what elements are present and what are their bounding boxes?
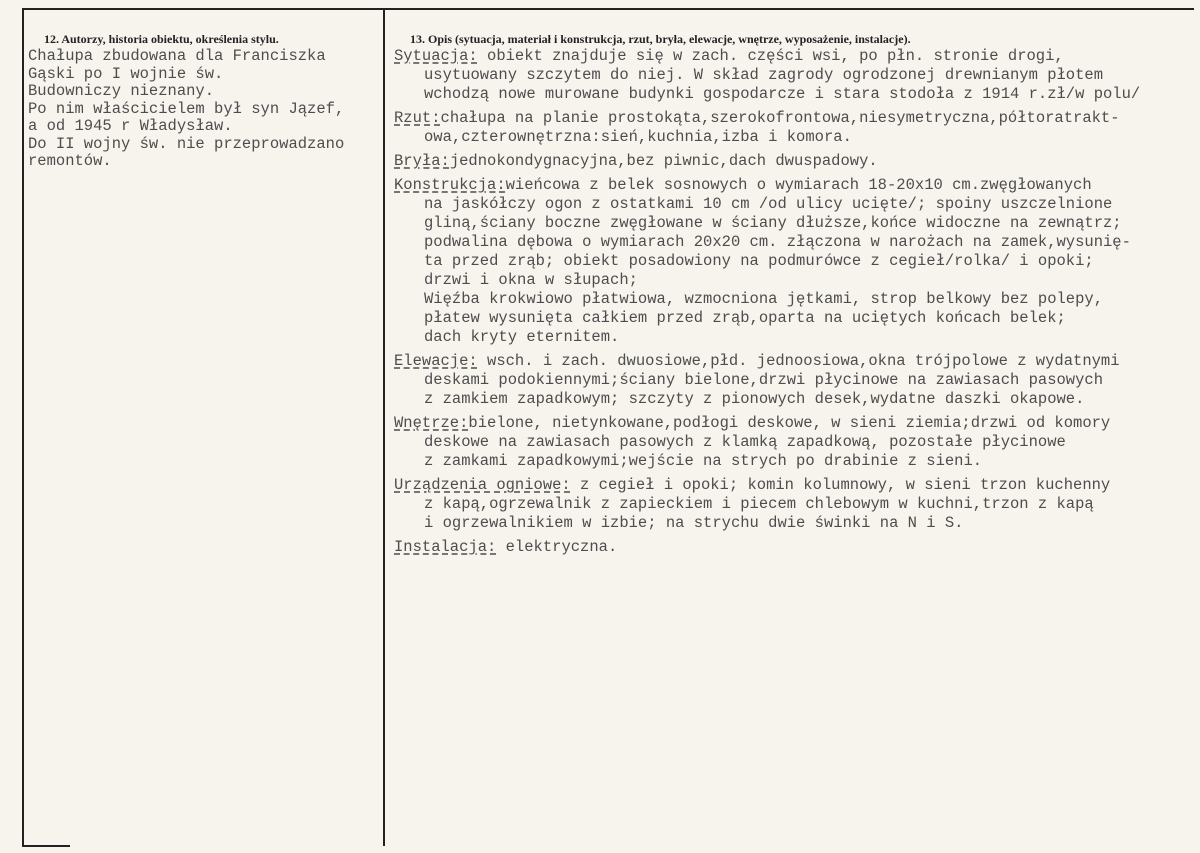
description-section (394, 352, 1194, 409)
section-text: obiekt znajduje się w zach. części wsi, po płn. stronie drogi, (477, 47, 1064, 65)
description-line (394, 109, 1194, 128)
description-line: deskowe na zawiasach pasowych z klamką zapadkową, pozostałe płycinowe (424, 433, 1066, 451)
section-label: Elewacje: (394, 352, 478, 370)
section-text: jednokondygnacyjna,bez piwnic,dach dwuspadowy. (449, 152, 878, 170)
description-line (394, 538, 1194, 557)
section-text: wsch. i zach. dwuosiowe,płd. jednoosiowa,okna trójpolowe z wydatnymi (477, 352, 1120, 370)
section-13-heading: 13. Opis (sytuacja, materiał i konstrukcja, rzut, bryła, elewacje, wnętrze, wyposażenie, instalacje). (410, 32, 911, 46)
section-label: Bryła: (394, 152, 450, 170)
description-column (394, 47, 1194, 562)
description-line: Więźba krokwiowo płatwiowa, wzmocniona jętkami, strop belkowy bez polepy, (424, 290, 1104, 308)
description-line: usytuowany szczytem do niej. W skład zagrody ogrodzonej drewnianym płotem (424, 66, 1104, 84)
description-line: dach kryty eternitem. (424, 328, 620, 346)
description-line: z zamkiem zapadkowym; szczyty z pionowych desek,wydatne daszki okapowe. (424, 390, 1085, 408)
section-label: Wnętrze: (394, 414, 469, 432)
description-line: i ogrzewalnikiem w izbie; na strychu dwie świnki na N i S. (424, 514, 964, 532)
history-line: Budowniczy nieznany. (28, 82, 215, 100)
description-line (394, 476, 1194, 495)
history-line: a od 1945 r Władysław. (28, 117, 233, 135)
description-line: z kapą,ogrzewalnik z zapieckiem i piecem chlebowym w kuchni,trzon z kapą (424, 495, 1094, 513)
description-section (394, 47, 1194, 104)
description-line: deskami podokiennymi;ściany bielone,drzwi płycinowe na zawiasach pasowych (424, 371, 1104, 389)
description-line: płatew wysunięta całkiem przed zrąb,oparta na uciętych końcach belek; (424, 309, 1066, 327)
section-label: Sytuacja: (394, 47, 478, 65)
history-line: Chałupa zbudowana dla Franciszka (28, 47, 326, 65)
card-top-border (22, 8, 1194, 10)
history-line: Do II wojny św. nie przeprowadzano (28, 134, 345, 153)
section-12-heading: 12. Autorzy, historia obiektu, określenia stylu. (44, 32, 279, 46)
history-line: Po nim właścicielem był syn Jązef, (28, 99, 345, 118)
description-line: ta przed zrąb; obiekt posadowiony na podmurówce z cegieł/rolka/ i opoki; (424, 252, 1094, 270)
history-line: Gąski po I wojnie św. (28, 64, 224, 83)
description-line (394, 414, 1194, 433)
description-section (394, 414, 1194, 471)
description-section (394, 476, 1194, 533)
section-text: chałupa na planie prostokąta,szerokofrontowa,niesymetryczna,półtoratrakt- (440, 109, 1120, 127)
section-label: Konstrukcja: (394, 176, 506, 194)
section-text: elektryczna. (496, 538, 618, 556)
section-text: z cegieł i opoki; komin kolumnowy, w sieni trzon kuchenny (570, 476, 1111, 494)
section-label: Rzut: (394, 109, 441, 127)
description-line (394, 152, 1194, 171)
history-column (28, 48, 380, 171)
description-line: na jaskółczy ogon z ostatkami 10 cm /od ulicy ucięte/; spoiny uszczelnione (424, 195, 1113, 213)
card-left-border (22, 8, 24, 846)
section-text: bielone, nietynkowane,podłogi deskowe, w sieni ziemia;drzwi od komory (468, 414, 1111, 432)
description-line: z zamkami zapadkowymi;wejście na strych po drabinie z sieni. (424, 452, 983, 470)
description-section (394, 109, 1194, 147)
description-line: podwalina dębowa o wymiarach 20x20 cm. złączona w narożach na zamek,wysunię- (424, 233, 1131, 251)
section-text: wieńcowa z belek sosnowych o wymiarach 18-20x10 cm.zwęgłowanych (505, 176, 1092, 194)
history-line: remontów. (28, 152, 112, 170)
description-section (394, 176, 1194, 347)
description-line: owa,czterownętrzna:sień,kuchnia,izba i komora. (424, 128, 852, 146)
description-line: wchodzą nowe murowane budynki gospodarcze i stara stodoła z 1914 r.zł/w polu/ (424, 85, 1141, 103)
description-line: gliną,ściany boczne zwęgłowane w ściany dłuższe,końce widoczne na zewnątrz; (424, 214, 1122, 232)
description-section (394, 538, 1194, 557)
description-section (394, 152, 1194, 171)
column-divider (383, 8, 385, 846)
description-line (394, 176, 1194, 195)
description-line: drzwi i okna w słupach; (424, 271, 638, 289)
bottom-tick-mark (22, 845, 70, 847)
section-label: Instalacja: (394, 538, 497, 556)
section-label: Urządzenia ogniowe: (394, 476, 571, 494)
description-line (394, 352, 1194, 371)
description-line (394, 47, 1194, 66)
